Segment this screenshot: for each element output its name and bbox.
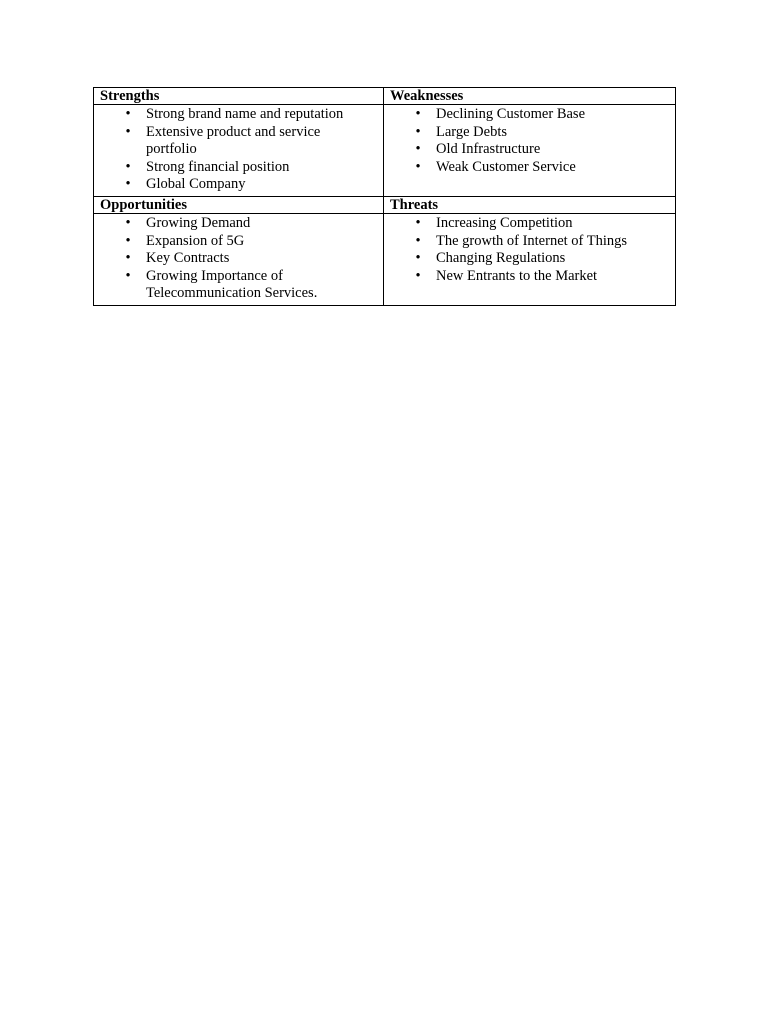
bullet-icon: • (125, 106, 131, 122)
opportunity-item-text: Key Contracts (146, 250, 230, 267)
list-item (94, 268, 383, 303)
weakness-item-text: Declining Customer Base (436, 106, 586, 122)
bullet-icon: • (125, 158, 131, 175)
opportunities-cell (94, 213, 384, 305)
swot-header-row-top (94, 88, 676, 105)
swot-header-row-bottom (94, 196, 676, 213)
bullet-icon: • (415, 267, 421, 284)
bullet-icon: • (415, 106, 421, 122)
weaknesses-cell (384, 105, 676, 197)
list-item (94, 176, 383, 194)
bullet-icon: • (125, 250, 131, 267)
opportunity-item-text: Growing Importance of Telecommunication Services. (146, 267, 318, 302)
weakness-item-text: Weak Customer Service (436, 158, 576, 175)
strength-item-text: Global Company (146, 176, 246, 193)
bullet-icon: • (125, 214, 131, 231)
strength-item-text: Strong financial position (146, 158, 290, 175)
threat-item-text: The growth of Internet of Things (436, 232, 628, 249)
bullet-icon: • (415, 158, 421, 175)
weaknesses-heading: Weaknesses (384, 88, 676, 105)
threat-item-text: New Entrants to the Market (436, 267, 598, 284)
threat-item-text: Increasing Competition (436, 214, 573, 231)
list-item (384, 250, 675, 268)
list-item (94, 124, 383, 159)
opportunity-item-text: Expansion of 5G (146, 232, 245, 249)
bullet-icon: • (415, 250, 421, 267)
opportunities-list (94, 214, 383, 305)
bullet-icon: • (125, 176, 131, 193)
threat-item-text: Changing Regulations (436, 250, 566, 267)
list-item (384, 106, 675, 124)
list-item (384, 268, 675, 286)
bullet-icon: • (125, 123, 131, 140)
strengths-heading: Strengths (94, 88, 384, 105)
strength-item-text: Strong brand name and reputation (146, 106, 344, 122)
strengths-cell (94, 105, 384, 197)
swot-list-row-top (94, 105, 676, 197)
threats-list (384, 214, 675, 287)
bullet-icon: • (125, 232, 131, 249)
swot-table (93, 87, 676, 306)
threats-heading: Threats (384, 196, 676, 213)
list-item (94, 159, 383, 177)
list-item (384, 159, 675, 177)
weakness-item-text: Large Debts (436, 123, 507, 140)
bullet-icon: • (415, 123, 421, 140)
bullet-icon: • (415, 232, 421, 249)
list-item (384, 215, 675, 233)
bullet-icon: • (415, 141, 421, 158)
opportunities-heading: Opportunities (94, 196, 384, 213)
list-item (384, 233, 675, 251)
threats-cell (384, 213, 676, 305)
list-item (94, 215, 383, 233)
list-item (384, 141, 675, 159)
list-item (94, 233, 383, 251)
bullet-icon: • (125, 267, 131, 284)
swot-list-row-bottom (94, 213, 676, 305)
weakness-item-text: Old Infrastructure (436, 141, 541, 158)
list-item (94, 106, 383, 124)
bullet-icon: • (415, 214, 421, 231)
weaknesses-list (384, 105, 675, 178)
list-item (94, 250, 383, 268)
strengths-list (94, 105, 383, 196)
opportunity-item-text: Growing Demand (146, 214, 251, 231)
strength-item-text: Extensive product and service portfolio (146, 123, 321, 158)
list-item (384, 124, 675, 142)
